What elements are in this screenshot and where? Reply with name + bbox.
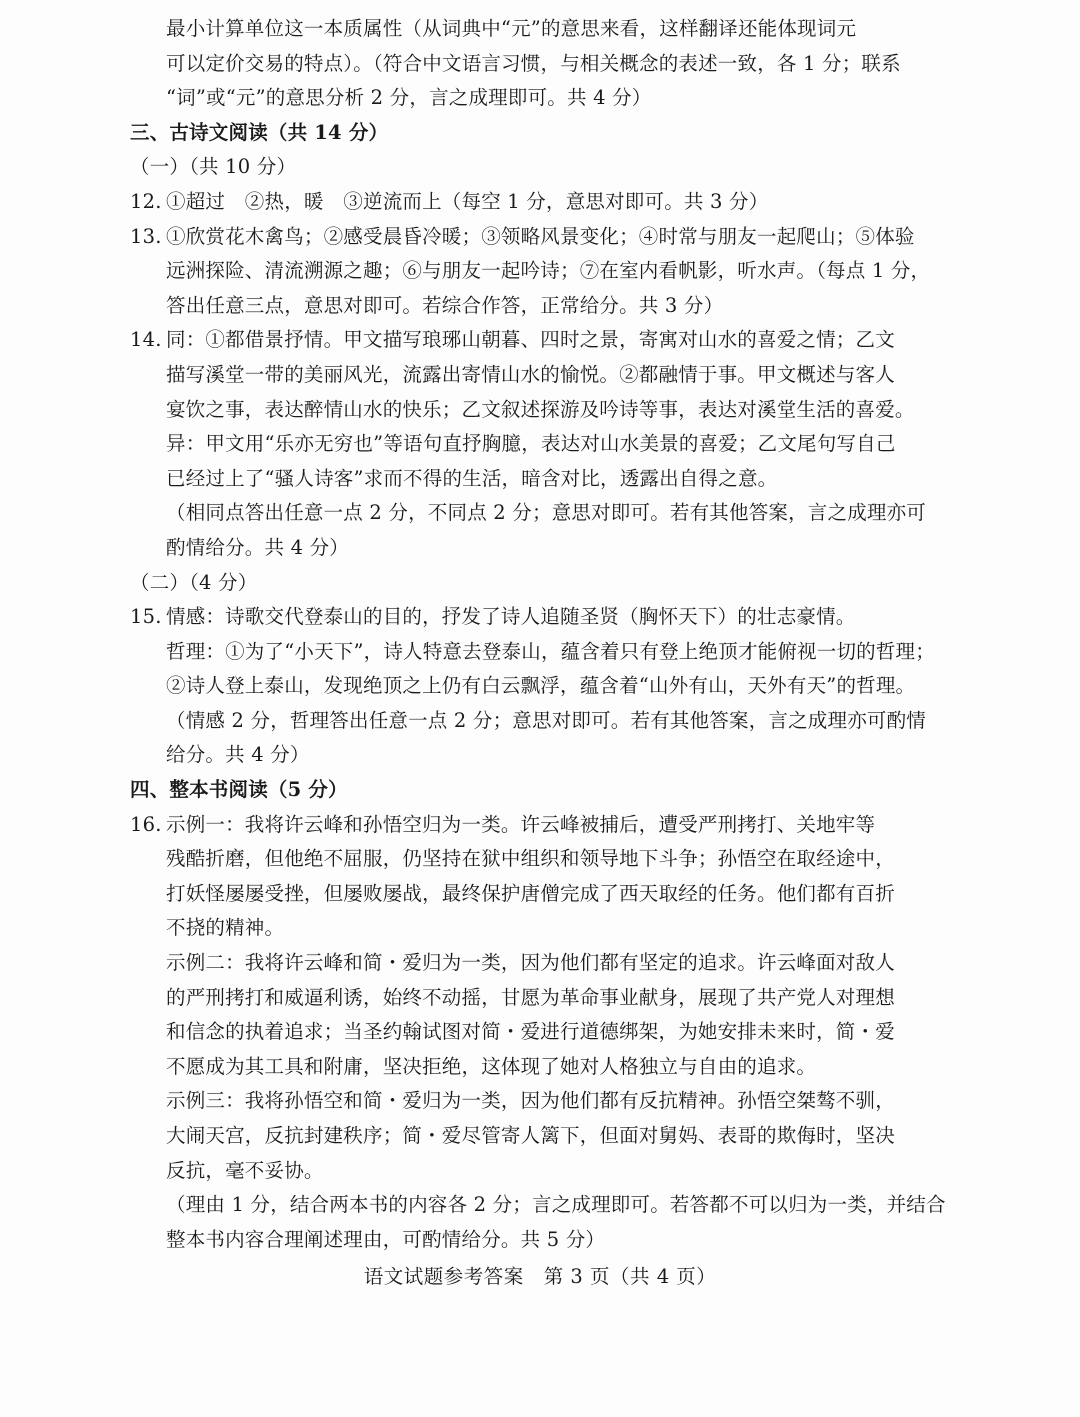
line-text: 答出任意三点，意思对即可。若综合作答，正常给分。共 3 分） — [166, 293, 724, 317]
text-line — [130, 566, 950, 601]
text-line — [130, 669, 950, 704]
line-text: 宴饮之事，表达醉情山水的快乐；乙文叙述探游及吟诗等事，表达对溪堂生活的喜爱。 — [166, 397, 915, 421]
line-text: （二）（4 分） — [130, 570, 258, 594]
line-text: （一）（共 10 分） — [130, 155, 297, 179]
text-line — [130, 496, 950, 531]
text-line — [130, 808, 950, 843]
text-line — [130, 1154, 950, 1189]
line-text: （相同点答出任意一点 2 分，不同点 2 分；意思对即可。若有其他答案，言之成理亦可 — [166, 501, 927, 525]
line-text: 示例三：我将孙悟空和简・爱归为一类，因为他们都有反抗精神。孙悟空桀骜不驯， — [166, 1089, 895, 1113]
section-heading — [130, 773, 950, 808]
text-line — [130, 47, 950, 82]
text-line — [130, 1119, 950, 1154]
text-line — [130, 981, 950, 1016]
line-text: 哲理：①为了“小天下”，诗人特意去登泰山，蕴含着只有登上绝顶才能俯视一切的哲理； — [166, 639, 935, 663]
line-text: 反抗，毫不妥协。 — [166, 1158, 324, 1182]
line-text: 示例一：我将许云峰和孙悟空归为一类。许云峰被捕后，遭受严刑拷打、关地牢等 — [166, 812, 876, 836]
question-number: 12. — [130, 189, 162, 213]
text-line — [130, 185, 950, 220]
text-line — [130, 254, 950, 289]
text-line — [130, 1050, 950, 1085]
line-text: 异：甲文用“乐亦无穷也”等语句直抒胸臆，表达对山水美景的喜爱；乙文尾句写自己 — [166, 432, 896, 456]
text-line — [130, 323, 950, 358]
line-text: 示例二：我将许云峰和简・爱归为一类，因为他们都有坚定的追求。许云峰面对敌人 — [166, 951, 895, 975]
text-line — [130, 289, 950, 324]
section-heading — [130, 116, 950, 151]
question-number: 16. — [130, 812, 162, 836]
text-line — [130, 12, 950, 47]
text-line — [130, 600, 950, 635]
line-text: “词”或“元”的意思分析 2 分，言之成理即可。共 4 分） — [166, 86, 652, 110]
line-text: 整本书内容合理阐述理由，可酌情给分。共 5 分） — [166, 1227, 606, 1251]
line-text: 的严刑拷打和威逼利诱，始终不动摇，甘愿为革命事业献身，展现了共产党人对理想 — [166, 985, 895, 1009]
text-line — [130, 946, 950, 981]
text-line — [130, 1084, 950, 1119]
text-line — [130, 150, 950, 185]
text-line — [130, 842, 950, 877]
line-text: 描写溪堂一带的美丽风光，流露出寄情山水的愉悦。②都融情于事。甲文概述与客人 — [166, 362, 895, 386]
text-line — [130, 81, 950, 116]
text-line — [130, 1223, 950, 1258]
text-line — [130, 1188, 950, 1223]
line-text: 可以定价交易的特点）。（符合中文语言习惯，与相关概念的表述一致，各 1 分；联系 — [166, 51, 901, 75]
line-text: （情感 2 分，哲理答出任意一点 2 分；意思对即可。若有其他答案，言之成理亦可酌情 — [166, 708, 927, 732]
line-text: 不愿成为其工具和附庸，坚决拒绝，这体现了她对人格独立与自由的追求。 — [166, 1054, 817, 1078]
text-line — [130, 877, 950, 912]
text-line — [130, 911, 950, 946]
text-line — [130, 531, 950, 566]
text-line — [130, 1015, 950, 1050]
text-line — [130, 358, 950, 393]
line-text: 不挠的精神。 — [166, 916, 285, 940]
text-line — [130, 462, 950, 497]
page-footer: 语文试题参考答案 第 3 页（共 4 页） — [363, 1265, 717, 1288]
question-number: 14. — [130, 328, 162, 352]
line-text: 三、古诗文阅读（共 14 分） — [130, 120, 389, 144]
text-line — [130, 704, 950, 739]
text-line — [130, 427, 950, 462]
line-text: 远洲探险、清流溯源之趣；⑥与朋友一起吟诗；⑦在室内看帆影，听水声。（每点 1 分， — [166, 259, 931, 283]
line-text: ①欣赏花木禽鸟；②感受晨昏冷暖；③领略风景变化；④时常与朋友一起爬山；⑤体验 — [166, 224, 915, 248]
text-line — [130, 635, 950, 670]
line-text: 酌情给分。共 4 分） — [166, 535, 350, 559]
line-text: 给分。共 4 分） — [166, 743, 310, 767]
line-text: 打妖怪屡屡受挫，但屡败屡战，最终保护唐僧完成了西天取经的任务。他们都有百折 — [166, 881, 895, 905]
line-text: 残酷折磨，但他绝不屈服，仍坚持在狱中组织和领导地下斗争；孙悟空在取经途中， — [166, 847, 895, 871]
line-text: （理由 1 分，结合两本书的内容各 2 分；言之成理即可。若答都不可以归为一类，并结合 — [166, 1193, 946, 1217]
text-line — [130, 393, 950, 428]
text-line — [130, 738, 950, 773]
line-text: 已经过上了“骚人诗客”求而不得的生活，暗含对比，透露出自得之意。 — [166, 466, 778, 490]
line-text: 大闹天宫，反抗封建秩序；简・爱尽管寄人篱下，但面对舅妈、表哥的欺侮时，坚决 — [166, 1124, 895, 1147]
line-text: 和信念的执着追求；当圣约翰试图对简・爱进行道德绑架，为她安排未来时，简・爱 — [166, 1020, 895, 1044]
line-text: 情感：诗歌交代登泰山的目的，抒发了诗人追随圣贤（胸怀天下）的壮志豪情。 — [166, 605, 856, 629]
text-line — [130, 220, 950, 255]
answer-content — [130, 12, 950, 1257]
line-text: ②诗人登上泰山，发现绝顶之上仍有白云飘浮，蕴含着“山外有山，天外有天”的哲理。 — [166, 674, 916, 698]
line-text: ①超过 ②热，暖 ③逆流而上（每空 1 分，意思对即可。共 3 分） — [166, 189, 769, 213]
line-text: 最小计算单位这一本质属性（从词典中“元”的意思来看，这样翻译还能体现词元 — [166, 17, 857, 40]
line-text: 四、整本书阅读（5 分） — [130, 778, 348, 802]
question-number: 13. — [130, 224, 162, 248]
question-number: 15. — [130, 605, 162, 629]
line-text: 同：①都借景抒情。甲文描写琅琊山朝暮、四时之景，寄寓对山水的喜爱之情；乙文 — [166, 328, 895, 352]
